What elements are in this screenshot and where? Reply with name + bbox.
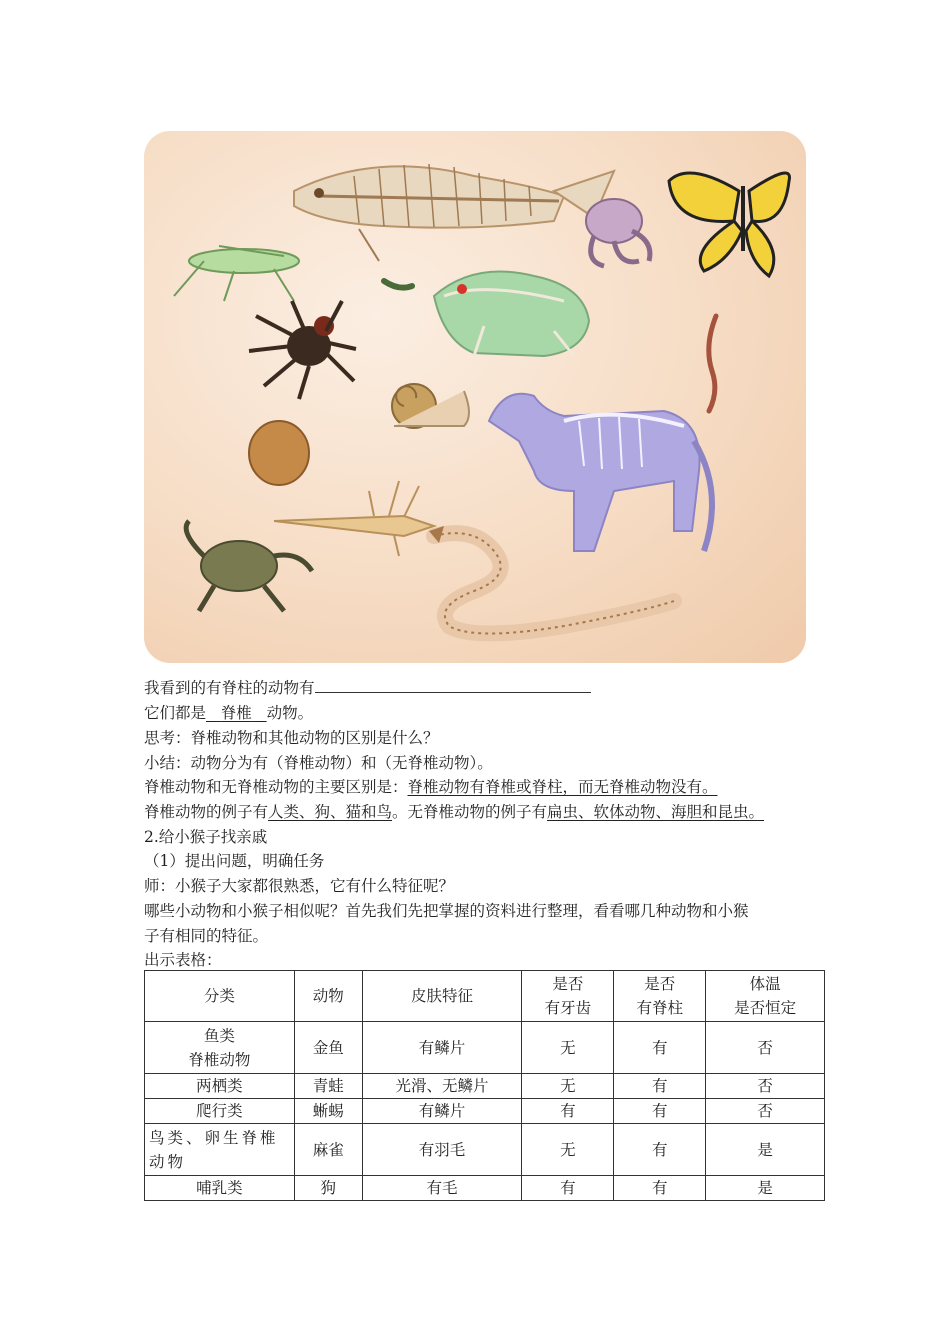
table-cell: 蜥蜴 <box>294 1099 362 1124</box>
table-cell: 是 <box>706 1176 825 1201</box>
line-vertebrate-blank <box>144 676 824 701</box>
grasshopper <box>174 246 299 301</box>
answer-vertebrate: 脊椎 <box>220 704 252 722</box>
table-cell: 有 <box>614 1124 706 1176</box>
animal-features-table <box>144 970 825 1201</box>
table-row <box>145 1124 825 1176</box>
paragraph-line-2: 子有相同的特征。 <box>144 927 269 945</box>
spiny-shell <box>274 481 434 556</box>
table-cell: 无 <box>522 1124 614 1176</box>
table-cell: 否 <box>706 1022 825 1074</box>
table-cell: 否 <box>706 1074 825 1099</box>
table-cell: 哺乳类 <box>145 1176 295 1201</box>
table-cell: 有羽毛 <box>362 1124 522 1176</box>
header-body-temp: 体温 是否恒定 <box>706 971 825 1022</box>
table-row <box>145 1176 825 1201</box>
caterpillar <box>384 281 412 288</box>
answer-blank[interactable] <box>315 676 591 693</box>
header-teeth: 是否 有牙齿 <box>522 971 614 1022</box>
table-cell: 无 <box>522 1074 614 1099</box>
line-think: 思考：脊椎动物和其他动物的区别是什么？ <box>144 729 439 747</box>
header-spine: 是否 有脊柱 <box>614 971 706 1022</box>
table-row <box>145 1099 825 1124</box>
walnut-shell <box>249 421 309 485</box>
header-animal: 动物 <box>294 971 362 1022</box>
table-cell: 有 <box>614 1176 706 1201</box>
table-cell: 光滑、无鳞片 <box>362 1074 522 1099</box>
table-cell: 有鳞片 <box>362 1099 522 1124</box>
table-cell: 青蛙 <box>294 1074 362 1099</box>
animal-illustration <box>144 131 806 663</box>
vertebrate-examples: 人类、狗、猫和鸟 <box>268 803 393 821</box>
fish-skeleton <box>294 164 614 261</box>
table-cell: 两栖类 <box>145 1074 295 1099</box>
table-cell: 有 <box>614 1099 706 1124</box>
spider <box>249 301 356 399</box>
table-cell: 有 <box>522 1099 614 1124</box>
table-cell: 金鱼 <box>294 1022 362 1074</box>
subsection-heading: （1）提出问题，明确任务 <box>144 852 325 870</box>
crab <box>186 521 312 611</box>
table-header-row <box>145 971 825 1022</box>
line-difference <box>144 775 824 800</box>
table-cell: 有 <box>614 1074 706 1099</box>
butterfly <box>669 173 790 276</box>
table-cell: 否 <box>706 1099 825 1124</box>
show-table-label: 出示表格： <box>144 951 222 969</box>
table-row <box>145 1022 825 1074</box>
table-cell: 狗 <box>294 1176 362 1201</box>
line-text: 动物。 <box>266 704 314 722</box>
table-cell: 有鳞片 <box>362 1022 522 1074</box>
cat-skeleton <box>489 394 712 551</box>
table-cell: 麻雀 <box>294 1124 362 1176</box>
paragraph-line-1: 哪些小动物和小猴子相似呢？首先我们先把掌握的资料进行整理，看看哪几种动物和小猴 <box>144 902 749 920</box>
table-cell: 有 <box>522 1176 614 1201</box>
invertebrate-examples: 扁虫、软体动物、海胆和昆虫。 <box>547 803 765 821</box>
table-cell: 鸟类、卵生脊椎 动物 <box>145 1124 295 1176</box>
line-text: 。无脊椎动物的例子有 <box>392 803 548 821</box>
table-cell: 有毛 <box>362 1176 522 1201</box>
difference-answer: 脊椎动物有脊椎或脊柱，而无脊椎动物没有。 <box>407 778 718 796</box>
line-text: 它们都是 <box>144 704 207 722</box>
line-text: 脊椎动物和无脊椎动物的主要区别是： <box>144 778 408 796</box>
snake-skeleton <box>429 526 674 634</box>
table-cell: 爬行类 <box>145 1099 295 1124</box>
line-summary: 小结：动物分为有（脊椎动物）和（无脊椎动物）。 <box>144 754 493 772</box>
octopus <box>586 199 650 266</box>
table-cell: 是 <box>706 1124 825 1176</box>
line-they-are <box>144 701 824 726</box>
table-cell: 鱼类 脊椎动物 <box>145 1022 295 1074</box>
section-heading: 2.给小猴子找亲戚 <box>144 828 268 846</box>
snail <box>392 384 469 428</box>
header-category: 分类 <box>145 971 295 1022</box>
header-skin: 皮肤特征 <box>362 971 522 1022</box>
earthworm <box>709 316 716 411</box>
table-row <box>145 1074 825 1099</box>
frog-skeleton <box>434 272 589 357</box>
table-cell: 有 <box>614 1022 706 1074</box>
table-cell: 无 <box>522 1022 614 1074</box>
line-text: 脊椎动物的例子有 <box>144 803 269 821</box>
line-examples <box>144 800 824 825</box>
teacher-question: 师：小猴子大家都很熟悉，它有什么特征呢？ <box>144 877 455 895</box>
prompt-text: 我看到的有脊柱的动物有 <box>144 679 315 697</box>
